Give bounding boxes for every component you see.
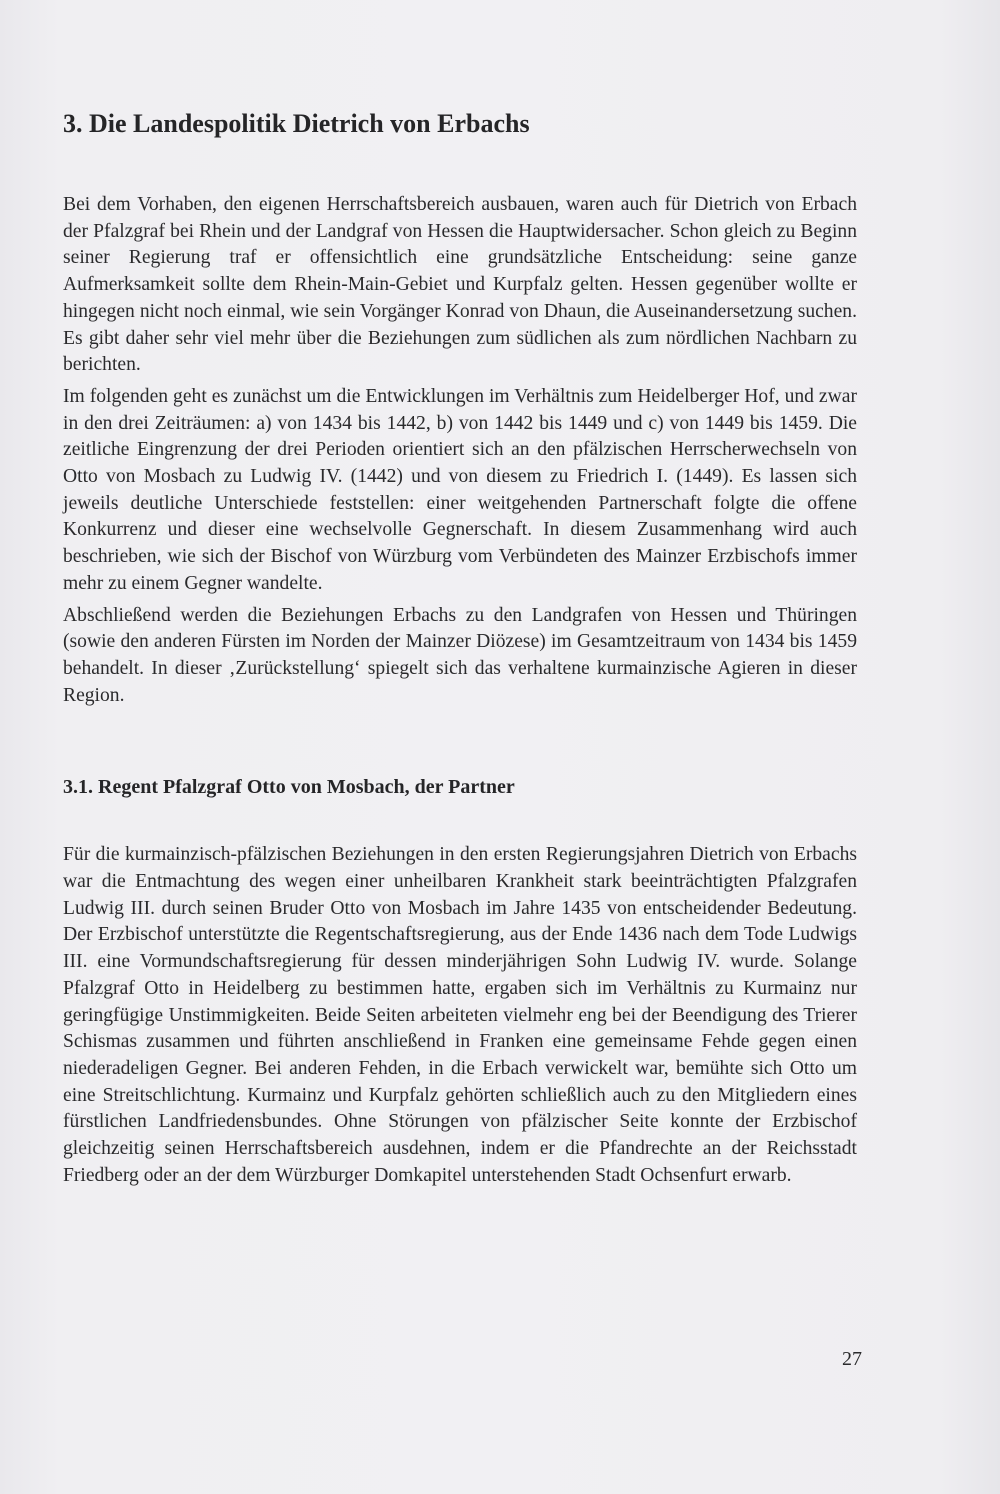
section-spacer bbox=[63, 714, 857, 774]
chapter-paragraph-1: Bei dem Vorhaben, den eigenen Herrschaftsbereich ausbauen, waren auch für Dietrich von Erbach der Pfalzgraf bei Rhein und der Landgraf von Hessen die Hauptwidersacher. Schon gleich zu Beginn seiner Regierung traf er offensichtlich eine grundsätzliche Entscheidung: seine ganze Aufmerksamkeit sollte dem Rhein-Main-Gebiet und Kurpfalz gelten. Hessen gegenüber wollte er hingegen nicht noch einmal, wie sein Vorgänger Konrad von Dhaun, die Auseinandersetzung suchen. Es gibt daher sehr viel mehr über die Beziehungen zum südlichen als zum nördlichen Nachbarn zu berichten. bbox=[63, 194, 857, 376]
chapter-heading: 3. Die Landespolitik Dietrich von Erbachs bbox=[63, 109, 530, 138]
chapter-paragraph-2: Im folgenden geht es zunächst um die Entwicklungen im Verhältnis zum Heidelberger Hof, und zwar in den drei Zeiträumen: a) von 1434 bis 1442, b) von 1442 bis 1449 und c) von 1449 bis 1459. Die zeitliche Eingrenzung der drei Perioden orientiert sich an den pfälzischen Herrscherwechseln von Otto von Mosbach zu Ludwig IV. (1442) und von diesem zu Friedrich I. (1449). Es lassen sich jeweils deutliche Unterschiede feststellen: einer weitgehenden Partnerschaft folgte die offene Konkurrenz und dieser eine wechselvolle Gegnerschaft. In diesem Zusammenhang wird auch beschrieben, wie sich der Bischof von Würzburg vom Verbündeten des Mainzer Erzbischofs immer mehr zu einem Gegner wandelte. bbox=[63, 385, 857, 594]
page-content bbox=[63, 108, 857, 1195]
chapter-paragraph-3: Abschließend werden die Beziehungen Erbachs zu den Landgrafen von Hessen und Thüringen (sowie den anderen Fürsten im Norden der Mainzer Diözese) im Gesamtzeitraum von 1434 bis 1459 behandelt. In dieser ‚Zurückstellung‘ spiegelt sich das verhaltene kurmainzische Agieren in dieser Region. bbox=[63, 604, 857, 706]
section-paragraph-1: Für die kurmainzisch-pfälzischen Beziehungen in den ersten Regierungsjahren Dietrich von Erbachs war die Entmachtung des wegen einer unheilbaren Krankheit stark beeinträchtigten Pfalzgrafen Ludwig III. durch seinen Bruder Otto von Mosbach im Jahre 1435 von entscheidender Bedeutung. Der Erzbischof unterstützte die Regentschaftsregierung, aus der Ende 1436 nach dem Tode Ludwigs III. eine Vormundschaftsregierung für dessen minderjährigen Sohn Ludwig IV. wurde. Solange Pfalzgraf Otto in Heidelberg zu bestimmen hatte, ergaben sich im Verhältnis zu Kurmainz nur geringfügige Unstimmigkeiten. Beide Seiten arbeiteten vielmehr eng bei der Beendigung des Trierer Schismas zusammen und führten anschließend in Franken eine gemeinsame Fehde gegen einen niederadeligen Gegner. Bei anderen Fehden, in die Erbach verwickelt war, bemühte sich Otto um eine Streitschlichtung. Kurmainz und Kurpfalz gehörten schließlich auch zu den Mitgliedern eines fürstlichen Landfriedensbundes. Ohne Störungen von pfälzischer Seite konnte der Erzbischof gleichzeitig seinen Herrschaftsbereich ausdehnen, indem er die Pfandrechte an der Reichsstadt Friedberg oder an der dem Würzburger Domkapitel unterstehenden Stadt Ochsenfurt erwarb. bbox=[63, 844, 857, 1186]
section-heading: 3.1. Regent Pfalzgraf Otto von Mosbach, der Partner bbox=[63, 776, 515, 799]
page-number: 27 bbox=[842, 1348, 862, 1370]
